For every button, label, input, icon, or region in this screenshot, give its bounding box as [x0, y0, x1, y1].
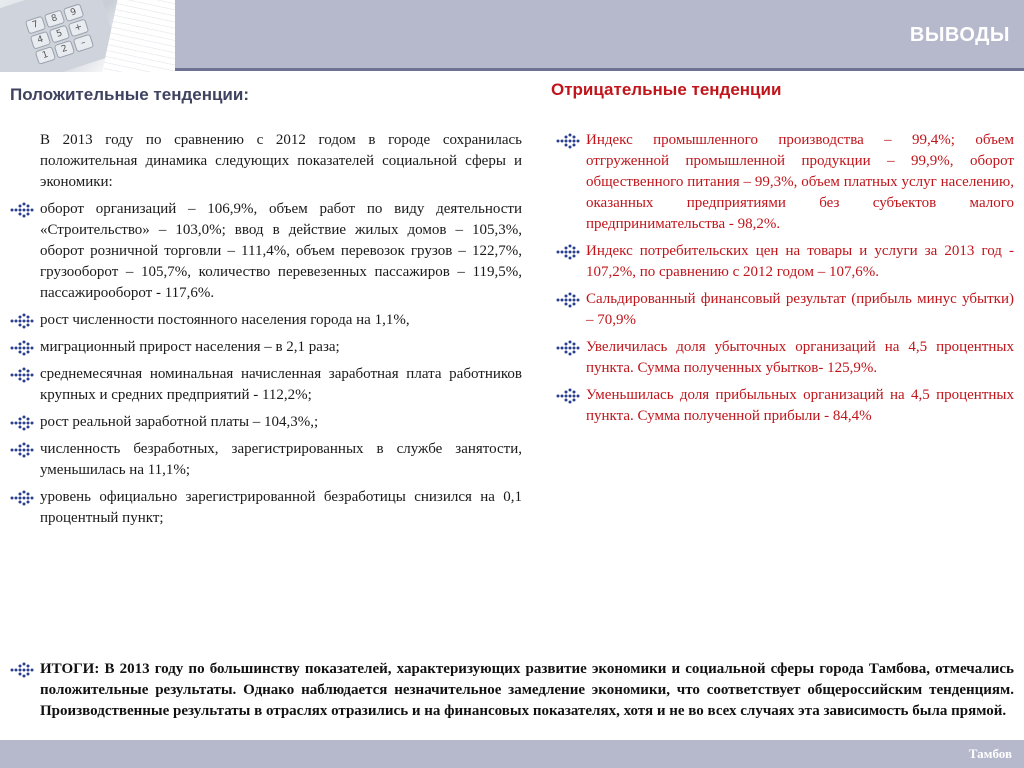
- calculator-image: 7 8 9 4 5 + 1 2 –: [0, 0, 175, 72]
- negative-item: [556, 337, 1014, 379]
- summary-text: ИТОГИ: В 2013 году по большинству показателей, характеризующих развитие экономики и социальной сферы города Тамбова, отмечались положительные результаты. Однако наблюдается незначительное замедление экономики, что соответствует общероссийским тенденциям. Производственные результаты в отраслях отразились и на финансовых показателях, хотя и не во всех случаях эта зависимость была прямой.: [40, 661, 1014, 719]
- positive-item-text: численность безработных, зарегистрированных в службе занятости, уменьшилась на 11,1%;: [40, 441, 522, 478]
- dotted-arrow-bullet-icon: [556, 292, 582, 308]
- positive-item: [10, 199, 522, 304]
- summary-block: [10, 653, 1014, 722]
- dotted-arrow-bullet-icon: [10, 367, 36, 383]
- negative-item: [556, 241, 1014, 283]
- positive-item-text: миграционный прирост населения – в 2,1 раза;: [40, 339, 340, 355]
- negative-item: [556, 130, 1014, 235]
- negative-heading: Отрицательные тенденции: [551, 80, 782, 99]
- page-title: ВЫВОДЫ: [909, 24, 1010, 46]
- footer-bar: [0, 740, 1024, 768]
- positive-item-text: уровень официально зарегистрированной безработицы снизился на 0,1 процентный пункт;: [40, 489, 522, 526]
- dotted-arrow-bullet-icon: [10, 490, 36, 506]
- positive-heading: Положительные тенденции:: [10, 85, 249, 104]
- positive-column: [10, 130, 522, 529]
- negative-item-text: Увеличилась доля убыточных организаций на 4,5 процентных пункта. Сумма полученных убытков- 125,9%.: [586, 339, 1014, 376]
- positive-item: [10, 439, 522, 481]
- positive-item-text: оборот организаций – 106,9%, объем работ по виду деятельности «Строительство» – 103,0%; ввод в действие жилых домов – 105,3%, оборот розничной торговли – 111,4%, объем перевозок грузов – 122,7%, грузооборот – 105,7%, количество перевезенных пассажиров – 119,5%, пассажирооборот - 117,6%.: [40, 201, 522, 301]
- positive-item: [10, 364, 522, 406]
- dotted-arrow-bullet-icon: [10, 340, 36, 356]
- summary-item: [10, 659, 1014, 722]
- dotted-arrow-bullet-icon: [556, 340, 582, 356]
- dotted-arrow-bullet-icon: [10, 313, 36, 329]
- positive-item-text: рост реальной заработной платы – 104,3%,;: [40, 414, 319, 430]
- positive-item: [10, 310, 522, 331]
- dotted-arrow-bullet-icon: [10, 202, 36, 218]
- dotted-arrow-bullet-icon: [10, 442, 36, 458]
- positive-item: [10, 412, 522, 433]
- dotted-arrow-bullet-icon: [10, 662, 36, 678]
- footer-city: Тамбов: [968, 746, 1012, 761]
- dotted-arrow-bullet-icon: [556, 244, 582, 260]
- positive-item: [10, 487, 522, 529]
- dotted-arrow-bullet-icon: [556, 133, 582, 149]
- negative-item-text: Уменьшилась доля прибыльных организаций на 4,5 процентных пункта. Сумма полученной прибыли - 84,4%: [586, 387, 1014, 424]
- negative-item-text: Индекс потребительских цен на товары и услуги за 2013 год - 107,2%, по сравнению с 2012 годом – 107,6%.: [586, 243, 1014, 280]
- positive-item-text: среднемесячная номинальная начисленная заработная плата работников крупных и средних предприятий - 112,2%;: [40, 366, 522, 403]
- negative-item-text: Сальдированный финансовый результат (прибыль минус убытки) – 70,9%: [586, 291, 1014, 328]
- positive-intro: В 2013 году по сравнению с 2012 годом в городе сохранилась положительная динамика следующих показателей социальной сферы и экономики:: [40, 132, 522, 190]
- positive-item: [10, 337, 522, 358]
- dotted-arrow-bullet-icon: [556, 388, 582, 404]
- header-divider: [175, 68, 1024, 71]
- negative-item: [556, 289, 1014, 331]
- negative-item-text: Индекс промышленного производства – 99,4%; объем отгруженной промышленной продукции – 99,9%, оборот общественного питания – 99,3%, объем платных услуг населению, оказанных предприятиями без субъектов малого предпринимательства - 98,2%.: [586, 132, 1014, 232]
- negative-column: [556, 130, 1014, 427]
- dotted-arrow-bullet-icon: [10, 415, 36, 431]
- negative-item: [556, 385, 1014, 427]
- positive-item-text: рост численности постоянного населения города на 1,1%,: [40, 312, 410, 328]
